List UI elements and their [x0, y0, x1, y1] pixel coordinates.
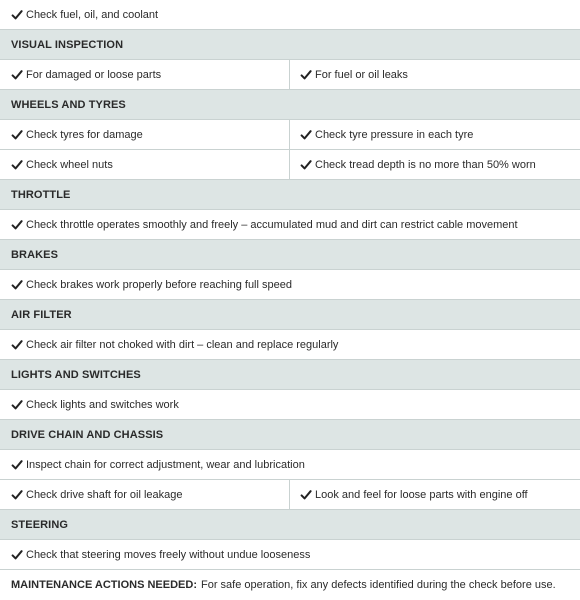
- checkmark-icon: [300, 129, 312, 141]
- checklist-row: [0, 60, 580, 90]
- checklist-item-label: For fuel or oil leaks: [315, 68, 408, 81]
- checklist-row: [0, 120, 580, 150]
- checklist-item: [0, 450, 580, 479]
- checkmark-icon: [11, 159, 23, 171]
- checkmark-icon: [11, 9, 23, 21]
- checklist-item-label: Check lights and switches work: [26, 398, 179, 411]
- checkmark-icon: [11, 129, 23, 141]
- checkmark-icon: [11, 219, 23, 231]
- checklist-sections: [0, 30, 580, 570]
- checkmark-icon: [11, 399, 23, 411]
- checklist-item-label: Check fuel, oil, and coolant: [26, 8, 159, 21]
- checklist-item-label: Check tyres for damage: [26, 128, 143, 141]
- checkmark-icon: [11, 549, 23, 561]
- checklist-row: [0, 210, 580, 240]
- checklist-item: [0, 270, 580, 299]
- section-header: BRAKES: [0, 240, 580, 270]
- checklist-row: [0, 270, 580, 300]
- checklist-item: [0, 480, 290, 509]
- checkmark-icon: [11, 69, 23, 81]
- checklist-item-label: Check throttle operates smoothly and freely – accumulated mud and dirt can restrict cable movement: [26, 218, 518, 231]
- checklist-row: [0, 480, 580, 510]
- checklist-item: [290, 60, 580, 89]
- section-header: STEERING: [0, 510, 580, 540]
- checklist-item: [0, 150, 290, 179]
- section-header: DRIVE CHAIN AND CHASSIS: [0, 420, 580, 450]
- checklist-item: [290, 120, 580, 149]
- checklist-item-label: Check wheel nuts: [26, 158, 113, 171]
- checklist-item-label: Check tyre pressure in each tyre: [315, 128, 474, 141]
- checkmark-icon: [300, 69, 312, 81]
- checklist-row: [0, 450, 580, 480]
- checklist-row: [0, 540, 580, 570]
- checklist-item: [0, 120, 290, 149]
- checklist-row: [0, 390, 580, 420]
- section-header: WHEELS AND TYRES: [0, 90, 580, 120]
- checklist-item-label: For damaged or loose parts: [26, 68, 162, 81]
- checkmark-icon: [11, 279, 23, 291]
- checkmark-icon: [11, 459, 23, 471]
- section-header: THROTTLE: [0, 180, 580, 210]
- footer-text: For safe operation, fix any defects identified during the check before use.: [201, 579, 556, 591]
- checklist-item-label: Check that steering moves freely without undue looseness: [26, 548, 311, 561]
- checkmark-icon: [300, 159, 312, 171]
- checklist-item: [0, 210, 580, 239]
- checklist-item: [290, 150, 580, 179]
- checklist-item-label: Check brakes work properly before reaching full speed: [26, 278, 292, 291]
- top-item-row: [0, 0, 580, 30]
- checklist-item: [0, 390, 580, 419]
- checklist-item: [0, 0, 580, 29]
- checklist-item: [0, 60, 290, 89]
- checklist-row: [0, 330, 580, 360]
- section-header: VISUAL INSPECTION: [0, 30, 580, 60]
- footer-label: MAINTENANCE ACTIONS NEEDED:: [11, 579, 197, 591]
- checklist-item-label: Check air filter not choked with dirt – clean and replace regularly: [26, 338, 339, 351]
- checklist-item: [0, 540, 580, 569]
- section-header: LIGHTS AND SWITCHES: [0, 360, 580, 390]
- checklist-item-label: Check drive shaft for oil leakage: [26, 488, 183, 501]
- checklist-item: [0, 330, 580, 359]
- checkmark-icon: [300, 489, 312, 501]
- checklist-row: [0, 150, 580, 180]
- checklist-item-label: Look and feel for loose parts with engine off: [315, 488, 528, 501]
- checkmark-icon: [11, 339, 23, 351]
- checklist-item: [290, 480, 580, 509]
- checklist-item-label: Inspect chain for correct adjustment, wear and lubrication: [26, 458, 305, 471]
- checkmark-icon: [11, 489, 23, 501]
- checklist-item-label: Check tread depth is no more than 50% worn: [315, 158, 536, 171]
- section-header: AIR FILTER: [0, 300, 580, 330]
